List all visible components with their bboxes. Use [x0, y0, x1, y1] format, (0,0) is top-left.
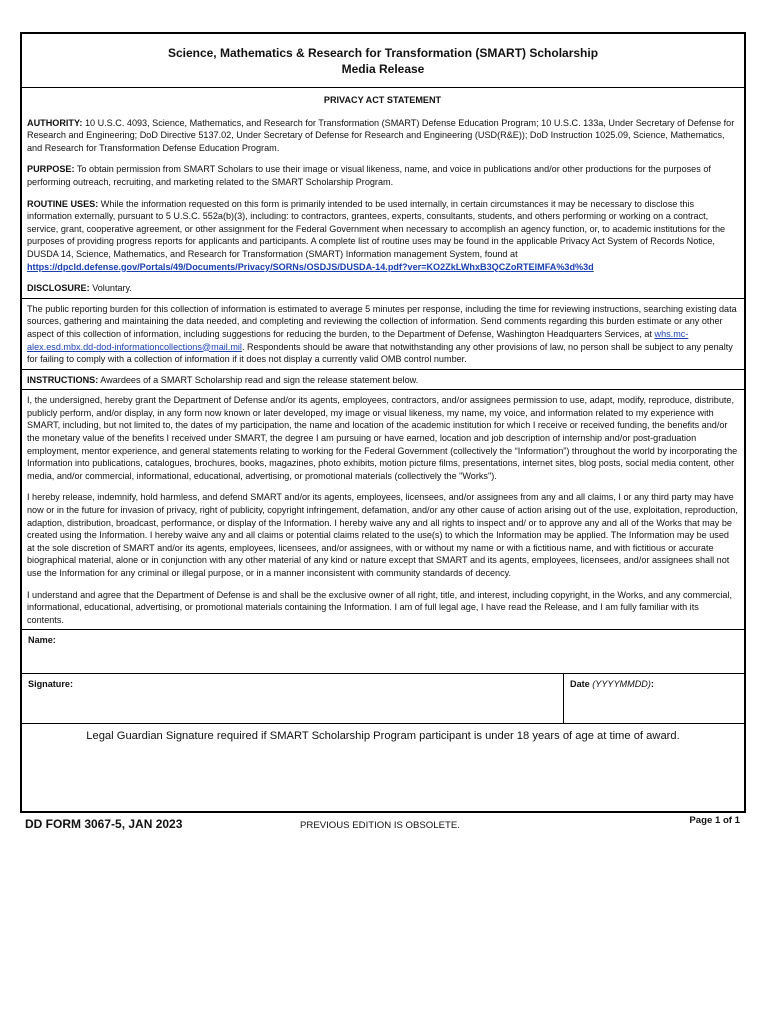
purpose-paragraph: [27, 163, 738, 188]
authority-label: AUTHORITY:: [27, 117, 83, 128]
date-label: Date: [570, 679, 590, 690]
form-subtitle: Media Release: [341, 62, 425, 76]
release-paragraph-indemnify: I hereby release, indemnify, hold harmless, and defend SMART and/or its agents, employees, licensees, and/or assignees from any and all claims, I or any third party may have now or in the future for invasion of privacy, right of publicity, copyright infringement, defamation, and/or any other cause of action arising out of the use, exploitation, reproduction, adaption, distribution, broadcast, performance, or display of the Information. I hereby waive any and all rights to inspect and/ or to approve any and all of the Works that may be created using the Information. I hereby waive any and all claims or potential claims related to the use(s) to which the Information may be applied. The Information may be used at the sole discretion of SMART and/or its agents, employees, licensees, and/or assignees, with or without my name or with a fictitious name, and with fictitious or accurate biographical material, alone or in conjunction with any other material of any kind or nature except that SMART and its agents, employees, licensees, and/or assignees shall not use the Information for any criminal or illegal purpose, or in a manner inconsistent with community standards of decency.: [27, 492, 738, 578]
signature-label: Signature:: [28, 679, 73, 690]
disclosure-paragraph: [27, 282, 738, 295]
instructions-section: [22, 370, 744, 391]
signature-field[interactable]: [22, 674, 564, 723]
instructions-label: INSTRUCTIONS:: [27, 374, 99, 385]
name-label: Name:: [28, 635, 56, 646]
burden-text: The public reporting burden for this collection of information is estimated to average 5 minutes per response, including the time for reviewing instructions, searching existing data sources, gathering and maintaining the data needed, and completing and reviewing the collection of information. Send comments regarding this burden estimate or any other aspect of this collection of information, including suggestions for reducing the burden, to the Department of Defense, Washington Headquarters Services, at: [27, 303, 737, 339]
disclosure-label: DISCLOSURE:: [27, 283, 90, 294]
previous-edition-note: PREVIOUS EDITION IS OBSOLETE.: [300, 820, 460, 831]
release-statement: [22, 390, 744, 630]
date-field[interactable]: [564, 674, 744, 723]
purpose-text: To obtain permission from SMART Scholars to use their image or visual likeness, name, and voice in publications and/or other productions for the purposes of performing outreach, recruiting, and marketing related to the SMART Scholarship Program.: [27, 164, 711, 187]
disclosure-text: Voluntary.: [92, 283, 132, 294]
purpose-label: PURPOSE:: [27, 164, 75, 175]
authority-paragraph: [27, 117, 738, 155]
release-paragraph-ownership: I understand and agree that the Department of Defense is and shall be the exclusive owner of all right, title, and interest, including copyright, in the Works, and any commercial, informational, educational, advertising, or promotional materials containing the Information. I am of full legal age, I have read the Release, and I am fully familiar with its contents.: [27, 589, 732, 625]
form-container: [20, 32, 746, 813]
routine-uses-label: ROUTINE USES:: [27, 198, 99, 209]
privacy-heading: PRIVACY ACT STATEMENT: [323, 95, 442, 105]
signature-date-row: [22, 674, 744, 724]
routine-uses-paragraph: [27, 198, 738, 274]
name-field[interactable]: [22, 630, 744, 674]
routine-uses-text: While the information requested on this form is primarily intended to be used internally, in certain circumstances it may be necessary to disclose this information externally, pursuant to 5 U.S.C. 552a(b)(3), including: to contractors, grantees, experts, consultants, students, and others performing or working on a contract, service, grant, cooperative agreement, or other assignment for the Federal Government when necessary to accomplish an agency function, or, to academic institutions for the purposes of providing progress reports for applicants and participants. A complete list of routine uses may be found in the applicable Privacy Act System of Records Notice, DUSDA 14, Science, Mathematics, and Research for Transformation (SMART) Information management System, found at: [27, 198, 726, 259]
release-paragraph-grant: I, the undersigned, hereby grant the Department of Defense and/or its agents, employees, contractors, and/or assignees permission to use, adapt, modify, reproduce, distribute, publicly perform, and/or display, in any form now known or later developed, my image or visual likeness, my name, my voice, and information related to my experience with SMART, including, but not limited to, the dates of my participation, the name and location of the academic institution for which I receive or received funding, the benefits and/or the monetary value of the benefits I received under SMART, the degree I am pursuing or have earned, location and job description of internship and/or post-graduation employment, mentor experience, and general statements relating to working for the Federal Government (collectively the “Information”) throughout the world by incorporating the Information into publications, catalogues, brochures, books, magazines, photo exhibits, motion picture films, presentations, internet sites, blog posts, social media content, other media, and/or commercial, informational, educational, advertising, or promotional materials (collectively the "Works").: [27, 395, 738, 481]
privacy-act-section: [22, 88, 744, 299]
page-number: Page 1 of 1: [689, 815, 740, 826]
guardian-note: Legal Guardian Signature required if SMART Scholarship Program participant is under 18 years of age at time of award.: [86, 730, 680, 743]
date-colon: :: [650, 679, 654, 690]
title-block: [22, 34, 744, 88]
authority-text: 10 U.S.C. 4093, Science, Mathematics, and Research for Transformation (SMART) Defense Education Program; 10 U.S.C. 133a, Under Secretary of Defense for Research and Engineering; DoD Directive 5137.02, Under Secretary of Defense for Research and Engineering (USD(R&E)); DoD Instruction 1025.09, Science, Mathematics, and Research for Transformation Defense Education Program.: [27, 117, 735, 153]
date-format-hint: (YYYYMMDD): [592, 679, 651, 690]
instructions-text: Awardees of a SMART Scholarship read and sign the release statement below.: [100, 374, 419, 385]
burden-section: [22, 299, 744, 370]
form-number: DD FORM 3067-5, JAN 2023: [25, 817, 183, 831]
burden-email-link[interactable]: whs.mc-alex.esd.mbx.dd-dod-informationcollections@mail.mil: [27, 328, 689, 352]
burden-text-after: . Respondents should be aware that notwithstanding any other provisions of law, no person shall be subject to any penalty for failing to comply with a collection of information if it does not display a currently valid OMB control number.: [27, 341, 733, 365]
sorn-link[interactable]: https://dpcld.defense.gov/Portals/49/Documents/Privacy/SORNs/OSDJS/DUSDA-14.pdf?ver=KO2ZkLWhxB3QCZoRTElMFA%3d%3d: [27, 261, 594, 272]
form-title: Science, Mathematics & Research for Transformation (SMART) Scholarship: [167, 46, 599, 60]
